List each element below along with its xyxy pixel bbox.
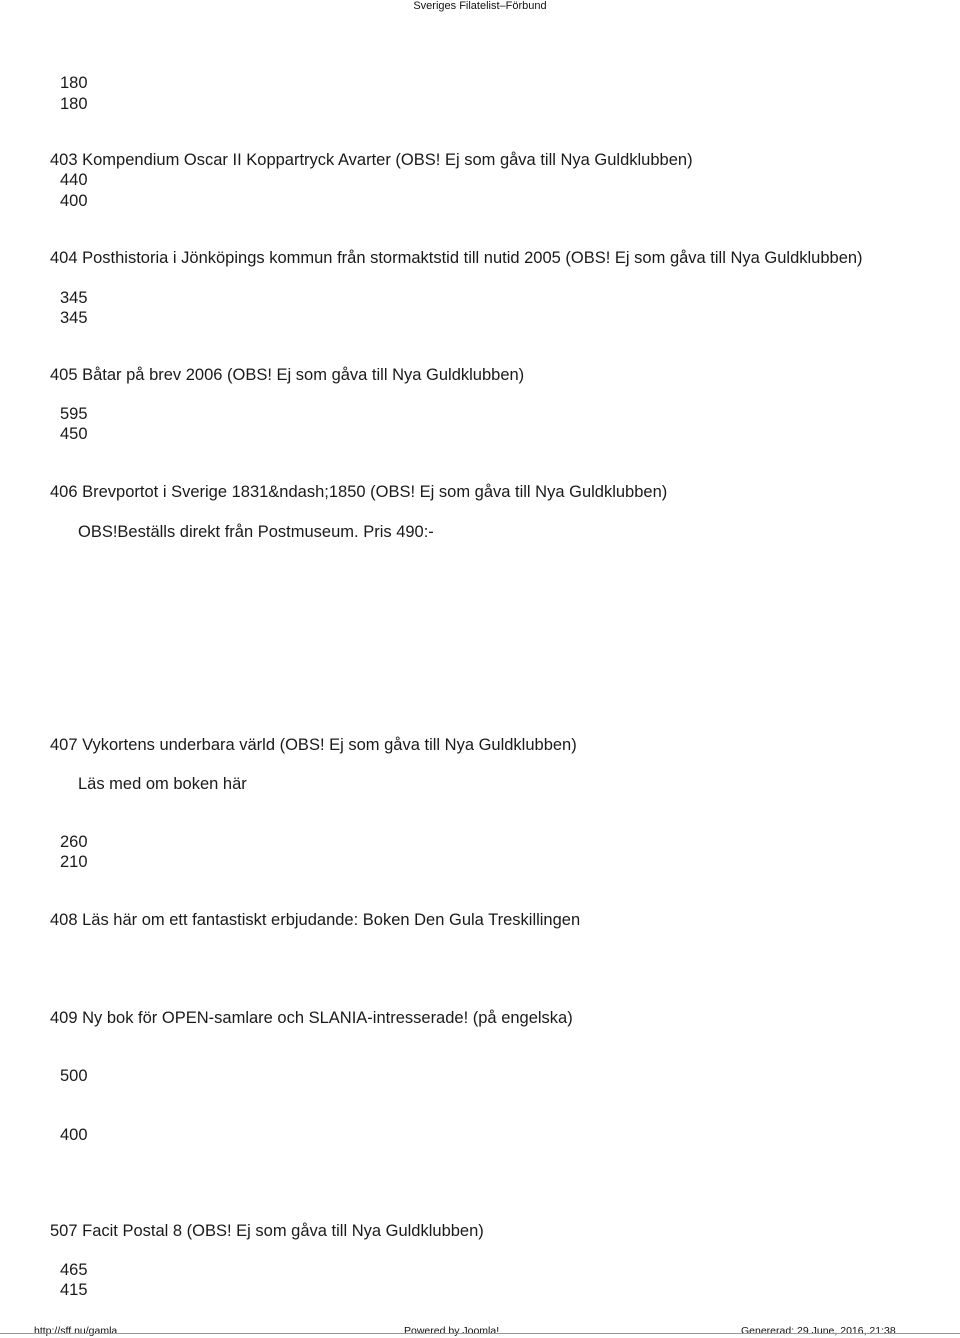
item-note: OBS!Beställs direkt från Postmuseum. Pris 490:- — [78, 523, 434, 541]
item-title: 408 Läs här om ett fantastiskt erbjudande: Boken Den Gula Treskillingen — [50, 911, 581, 929]
footer-powered-by[interactable]: Powered by Joomla! — [404, 1325, 500, 1337]
price-member: 345 — [60, 309, 88, 327]
price-regular: 180 — [60, 74, 88, 92]
item-title: 409 Ny bok för OPEN-samlare och SLANIA-intresserade! (på engelska) — [50, 1009, 573, 1027]
price-regular: 440 — [60, 171, 88, 189]
price-member: 400 — [60, 192, 88, 210]
price-regular: 595 — [60, 405, 88, 423]
price-member: 450 — [60, 425, 88, 443]
item-title: 405 Båtar på brev 2006 (OBS! Ej som gåva till Nya Guldklubben) — [50, 366, 525, 384]
price-regular: 260 — [60, 833, 88, 851]
read-more-link[interactable]: Läs med om boken här — [78, 775, 247, 793]
price-member: 415 — [60, 1281, 88, 1299]
footer-divider — [0, 1333, 960, 1334]
item-title: 407 Vykortens underbara värld (OBS! Ej som gåva till Nya Guldklubben) — [50, 736, 577, 754]
item-title: 507 Facit Postal 8 (OBS! Ej som gåva till Nya Guldklubben) — [50, 1222, 484, 1240]
site-header: Sveriges Filatelist–Förbund — [413, 0, 547, 12]
price-regular: 345 — [60, 289, 88, 307]
price-member: 400 — [60, 1126, 88, 1144]
item-title: 404 Posthistoria i Jönköpings kommun från stormaktstid till nutid 2005 (OBS! Ej som gåva till Nya Guldklubben) — [50, 249, 863, 267]
footer-generated-date: Genererad: 29 June, 2016, 21:38 — [741, 1325, 896, 1337]
price-member: 180 — [60, 95, 88, 113]
footer-url[interactable]: http://sff.nu/gamla — [34, 1325, 118, 1337]
item-title: 403 Kompendium Oscar II Koppartryck Avarter (OBS! Ej som gåva till Nya Guldklubben) — [50, 151, 693, 169]
price-member: 210 — [60, 853, 88, 871]
price-regular: 465 — [60, 1261, 88, 1279]
price-regular: 500 — [60, 1067, 88, 1085]
item-title: 406 Brevportot i Sverige 1831&ndash;1850 (OBS! Ej som gåva till Nya Guldklubben) — [50, 483, 668, 501]
